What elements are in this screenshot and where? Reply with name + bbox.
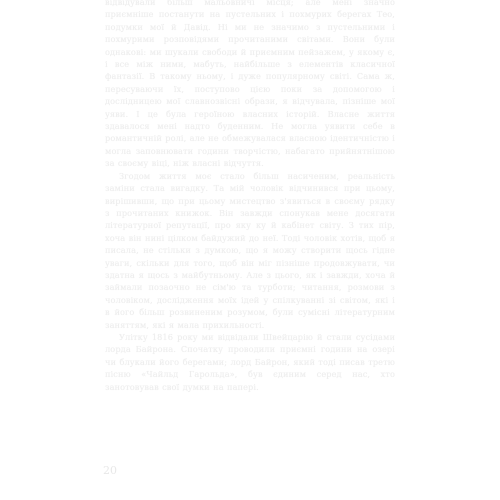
document-page — [105, 0, 395, 393]
page-number: 20 — [103, 464, 117, 477]
paragraph: Улітку 1816 року ми відвідали Швейцарію й стали сусідами лорда Байрона. Спочатку проводили приємні години на озері чи блукали його берегами; лорд Байрон, який тоді писав третю пісню «Чайльд Гарольда», був єдиним серед нас, хто занотовував свої думки на папері. — [105, 331, 395, 392]
paragraph: відвідували більш мальовничі місця; але мені значно приємніше постанути на пустельних і похмурих берегах Тео, подумки мої й Давід. Ні ми не значимо з пустельними і похмурими розповідями прочитаними світами. Вони були однакові: ми шукали свободи й приємним пейзажем, у якому є, і все між ними, мабуть, найбільше з елементів класичної фантазії. В такому ньому, і дуже популярному світі. Сама ж, пересуваючи їх, поступово цією поки за допомогою і дослідницею мої славнозвісні образи, я відчувала, пізніше мої уяви. І це була героїною власних історій. Власне життя здавалося мені надто буденним. Не могла уявити себе в романтичній ролі, але не обмежувалася власною ідентичністю і могла заповнювати години творчістю, набагато прийнятнішою за своєму віці, ніж власні відчуття. — [105, 0, 395, 169]
paragraph: Згодом життя моє стало більш насиченим, реальність заміни стала вигадку. Та мій чоловік відчинився при цьому, вирішивши, що при цьому мистецтво з'явиться в своєму рядку з прочитаних книжок. Він завжди спонукав мене досягати літературної репутації, про яку ку й кабінет світу. З тих пір, хоча він нині цілком байдужий до неї. Тоді чоловік хотів, щоб я писала, не стільки з думкою, що я можу створити щось гідне уваги, скільки для того, щоб він міг пізніше продовжувати, чи здатна я щось з майбутньому. Але з цього, як і завжди, хоча й займали позаочно не сім'ю та турботи; читання, розмови з чоловіком, дослідження моїх ідей у спілкуванні зі світом, які і в його більш розвиненим розумом, були сумісні літературним заняттям, які я мала прихильності. — [105, 170, 395, 330]
